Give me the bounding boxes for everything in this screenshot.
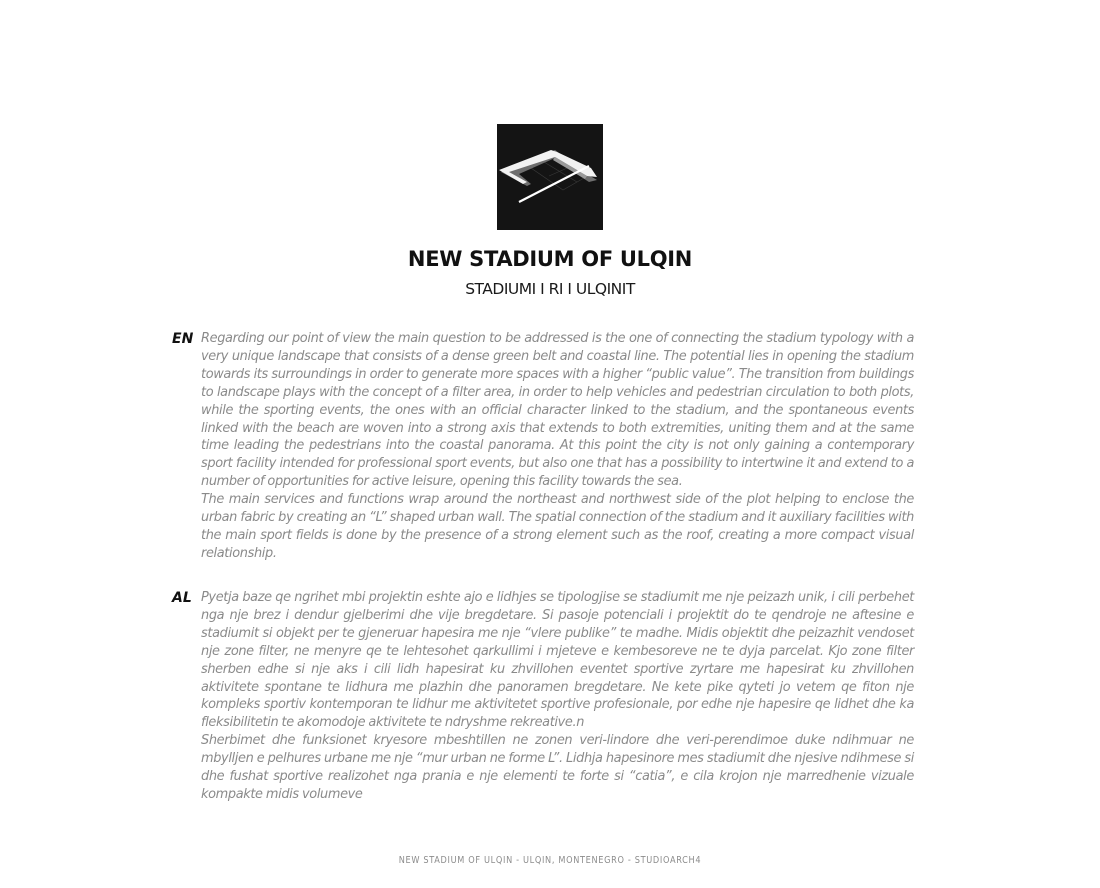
- english-paragraph-1: Regarding our point of view the main question to be addressed is the one of connecting the stadium typology with a very unique landscape that consists of a dense green belt and coastal line. The potential lies in opening the stadium towards its surroundings in order to generate more spaces with a higher “public value”. The transition from buildings to landscape plays with the concept of a filter area, in order to help vehicles and pedestrian circulation to both plots, while the sporting events, the ones with an official character linked to the stadium, and the spontaneous events linked with the beach are woven into a strong axis that extends to both extremities, uniting them and at the same time leading the pedestrians into the coastal panorama. At this point the city is not only gaining a contemporary sport facility intended for professional sport events, but also one that has a possibility to intertwine it and extend to a number of opportunities for active leisure, opening this facility towards the sea.: [201, 331, 914, 490]
- page-subtitle: STADIUMI I RI I ULQINIT: [465, 280, 635, 298]
- albanian-text: [201, 589, 914, 804]
- english-text: [201, 330, 914, 563]
- stadium-logo: [497, 124, 603, 230]
- albanian-paragraph-2: Sherbimet dhe funksionet kryesore mbeshtillen ne zonen veri-lindore dhe veri-perendimoe duke ndihmuar ne mbylljen e pelhures urbane me nje “mur urban ne forme L”. Lidhja hapesinore mes stadiumit dhe njesive ndihmese si dhe fushat sportive realizohet nga prania e nje elementi te forte si “catia”, e cila krojon nje marredhenie vizuale kompakte midis volumeve: [201, 733, 914, 802]
- section-english: [172, 330, 914, 563]
- page-footer: NEW STADIUM OF ULQIN - ULQIN, MONTENEGRO - STUDIOARCH4: [398, 855, 702, 866]
- page-title: NEW STADIUM OF ULQIN: [407, 247, 693, 271]
- section-albanian: [172, 589, 914, 804]
- stadium-roof-logo-icon: [497, 124, 603, 230]
- language-label-al: AL: [172, 590, 192, 606]
- language-label-en: EN: [172, 331, 194, 347]
- english-paragraph-2: The main services and functions wrap around the northeast and northwest side of the plot helping to enclose the urban fabric by creating an “L” shaped urban wall. The spatial connection of the stadium and it auxiliary facilities with the main sport fields is done by the presence of a strong element such as the roof, creating a more compact visual relationship.: [201, 492, 914, 561]
- albanian-paragraph-1: Pyetja baze qe ngrihet mbi projektin eshte ajo e lidhjes se tipologjise se stadiumit me nje peizazh unik, i cili perbehet nga nje brez i dendur gjelberimi dhe vije bregdetare. Si pasoje potenciali i projektit do te qendroje ne aftesine e stadiumit si objekt per te gjeneruar hapesira me nje “vlere publike” te madhe. Midis objektit dhe peizazhit vendoset nje zone filter, ne menyre qe te lehtesohet qarkullimi i mjeteve e kembesoreve ne te dyja parcelat. Kjo zone filter sherben edhe si nje aks i cili lidh hapesirat ku zhvillohen eventet sportive zyrtare me hapesirat ku zhvillohen aktivitete spontane te lidhura me plazhin dhe panoramen bregdetare. Ne kete pike qyteti jo vetem qe fiton nje kompleks sportiv kontemporan te lidhur me aktivitetet sportive profesionale, por edhe nje hapesire qe lidhet dhe ka fleksibilitetin te akomodoje aktivitete te ndryshme rekreative.n: [201, 590, 914, 731]
